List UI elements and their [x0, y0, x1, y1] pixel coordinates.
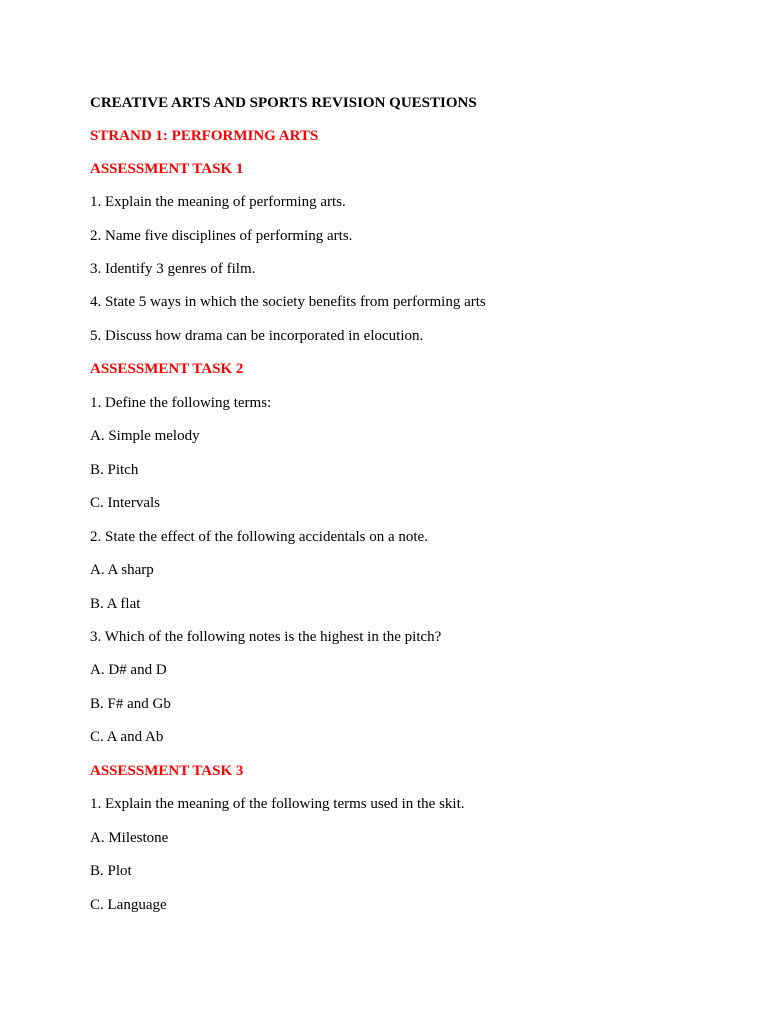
task1-question: 4. State 5 ways in which the society benefits from performing arts [90, 294, 486, 310]
task2-question: 2. State the effect of the following accidentals on a note. [90, 529, 428, 545]
strand-heading: STRAND 1: PERFORMING ARTS [90, 128, 319, 144]
task3-option: B. Plot [90, 863, 132, 879]
task2-option: C. A and Ab [90, 729, 164, 745]
task2-option: A. Simple melody [90, 428, 200, 444]
task1-heading: ASSESSMENT TASK 1 [90, 161, 244, 177]
task2-question: 3. Which of the following notes is the highest in the pitch? [90, 629, 442, 645]
task2-question: 1. Define the following terms: [90, 395, 272, 411]
document-title: CREATIVE ARTS AND SPORTS REVISION QUESTIONS [90, 95, 477, 111]
task1-question: 2. Name five disciplines of performing arts. [90, 228, 353, 244]
task1-question: 5. Discuss how drama can be incorporated in elocution. [90, 328, 424, 344]
task2-option: B. Pitch [90, 462, 139, 478]
task2-option: B. A flat [90, 596, 141, 612]
task2-option: B. F# and Gb [90, 696, 171, 712]
task1-question: 3. Identify 3 genres of film. [90, 261, 256, 277]
task3-heading: ASSESSMENT TASK 3 [90, 763, 244, 779]
task1-question: 1. Explain the meaning of performing arts. [90, 194, 346, 210]
task2-option: A. A sharp [90, 562, 154, 578]
task2-option: C. Intervals [90, 495, 160, 511]
task3-question: 1. Explain the meaning of the following terms used in the skit. [90, 796, 465, 812]
task2-heading: ASSESSMENT TASK 2 [90, 361, 244, 377]
task2-option: A. D# and D [90, 662, 167, 678]
task3-option: C. Language [90, 897, 167, 913]
task3-option: A. Milestone [90, 830, 169, 846]
